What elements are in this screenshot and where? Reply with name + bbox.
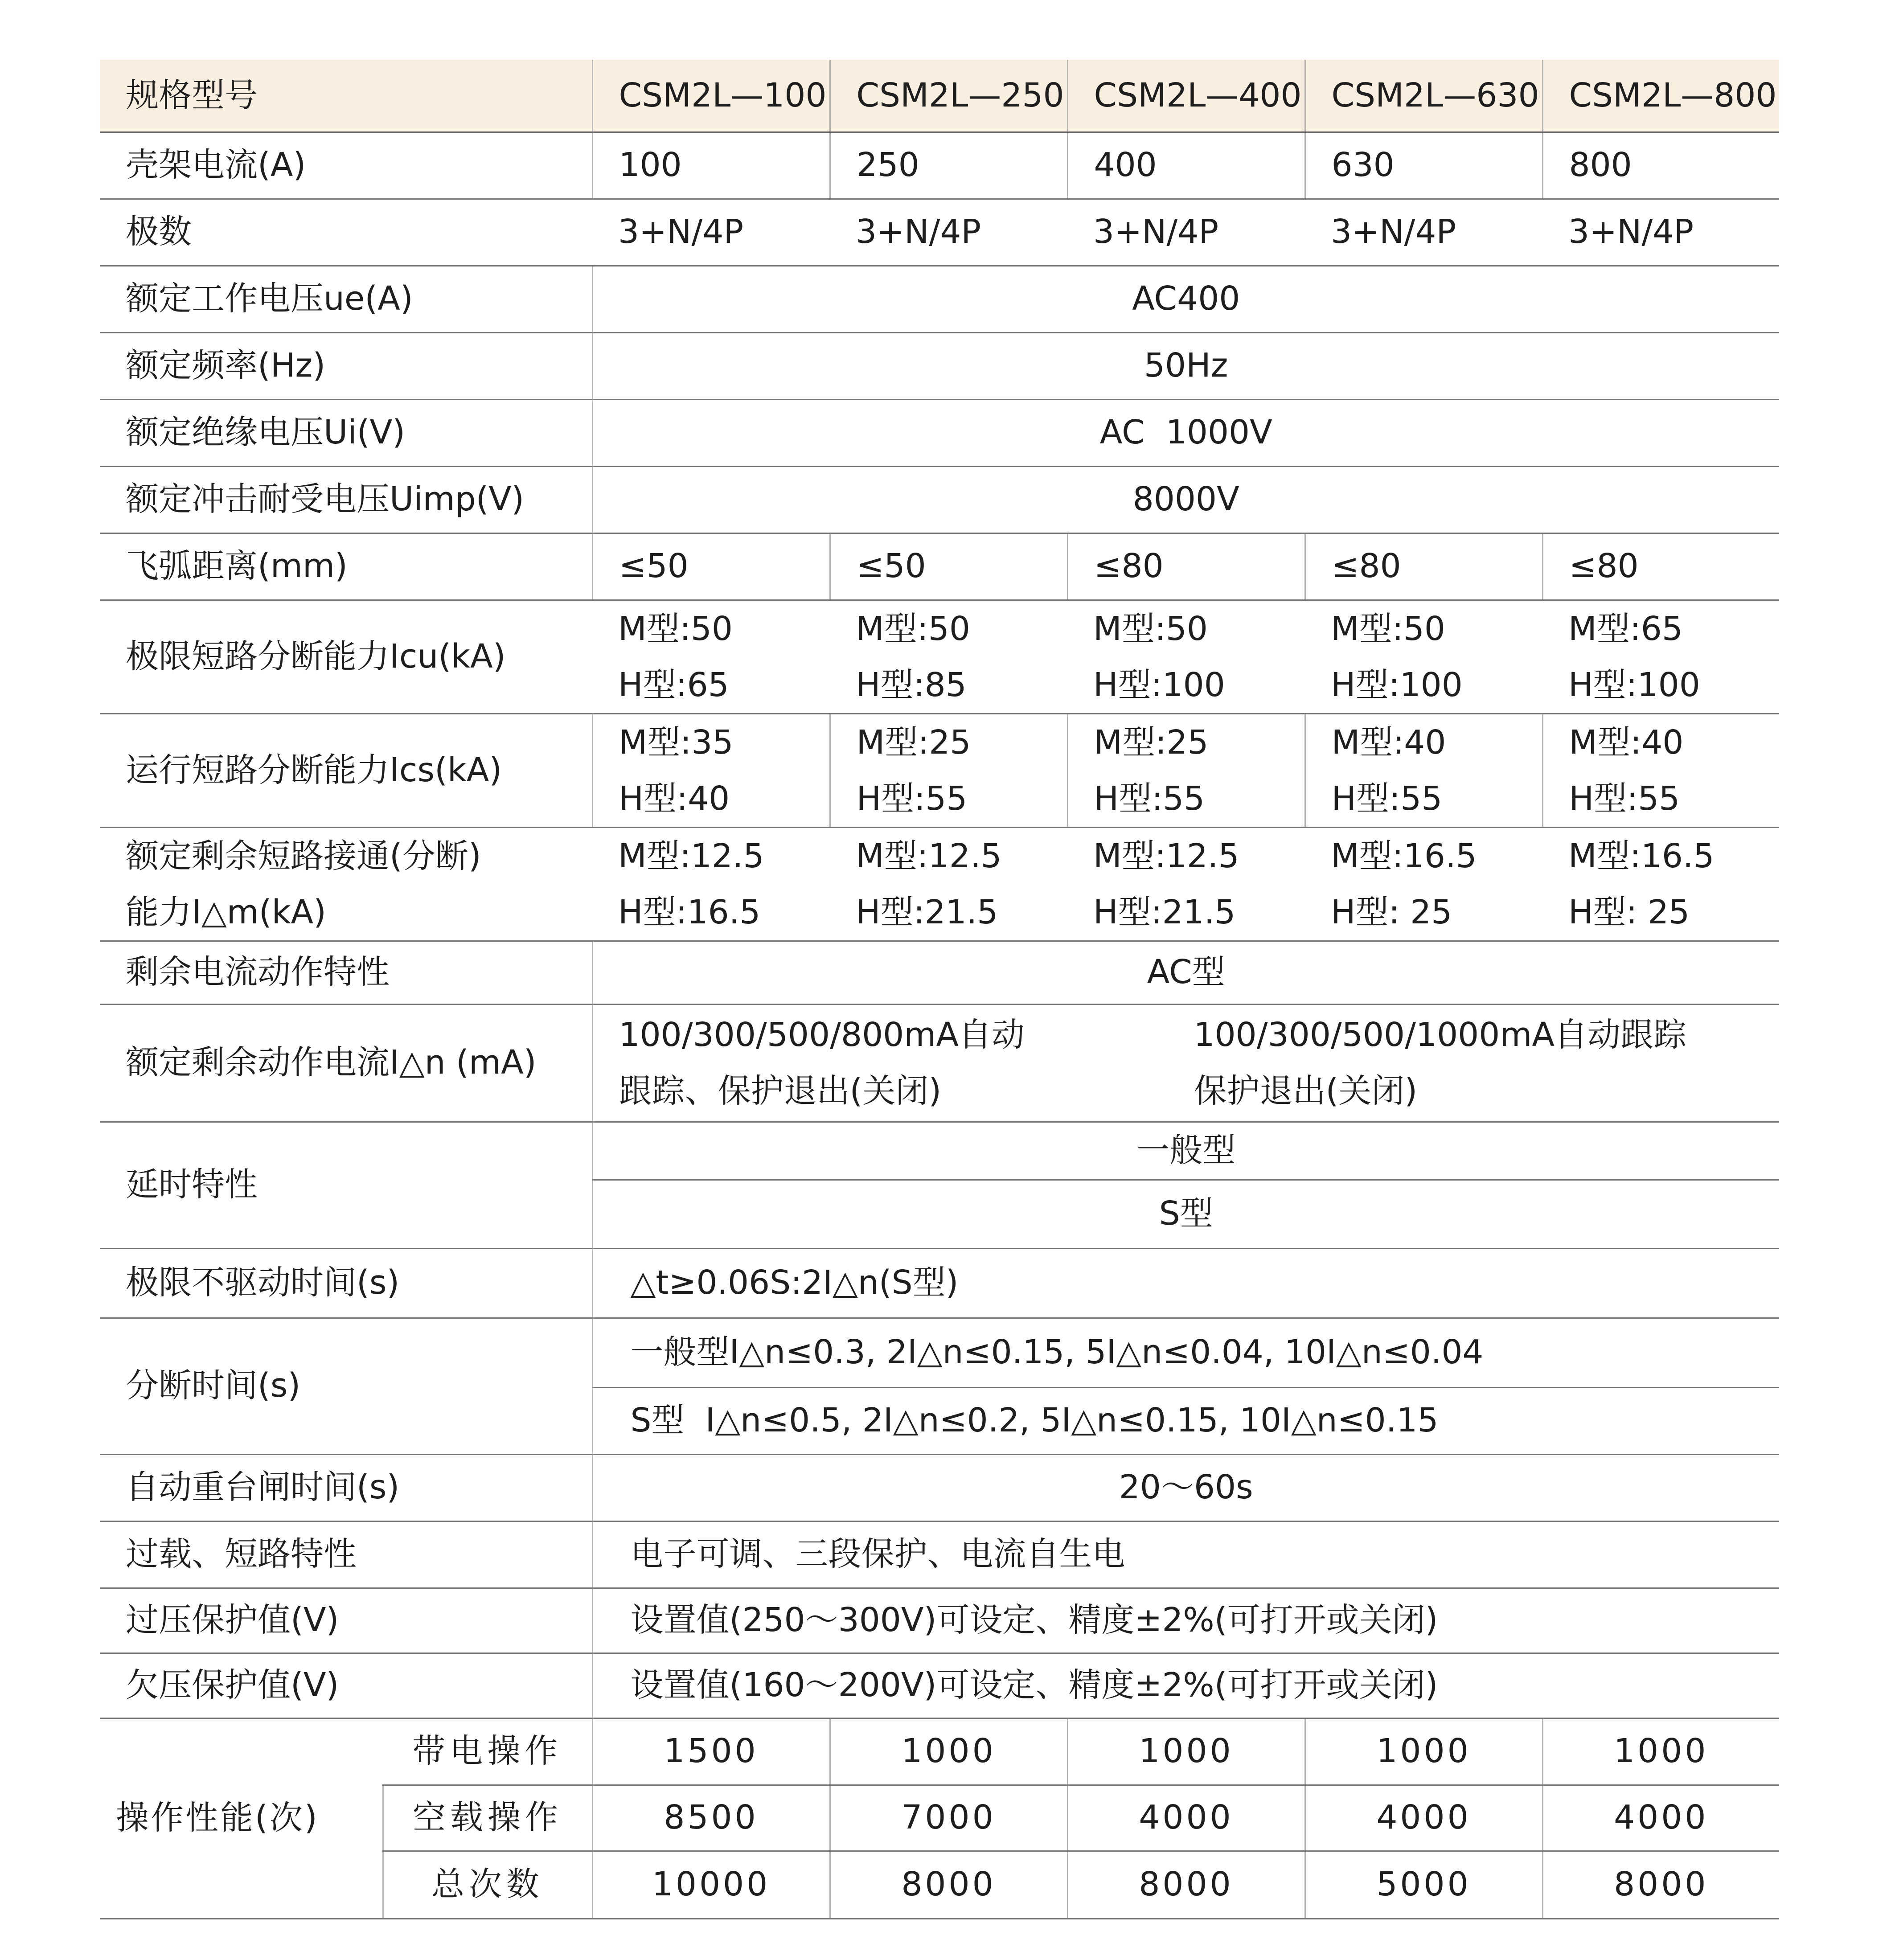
row-label: 额定绝缘电压Ui(V) [100,399,592,466]
residual-left-line1: 100/300/500/800mA自动 [619,1016,1025,1054]
cell: 1000 [1542,1718,1779,1785]
cell: AC型 [592,941,1779,1004]
cell-m: M型:40 [1331,723,1446,762]
cell: S型 I△n≤0.5, 2I△n≤0.2, 5I△n≤0.15, 10I△n≤0.15 [592,1387,1779,1454]
cell-h: H型:21.5 [1093,893,1236,931]
cell: ≤50 [592,533,830,600]
cell-h: H型:40 [619,779,730,818]
cell-h: H型: 25 [1331,893,1452,931]
cell-m: M型:50 [856,609,970,648]
cell: 8000V [592,466,1779,533]
cell-h: H型:100 [1093,665,1225,704]
cell: 20〜60s [592,1454,1779,1521]
spec-table [100,60,1779,1919]
row-icu [100,600,1779,713]
row-delay-1 [100,1122,1779,1180]
cell-h: H型:100 [1568,665,1700,704]
cell: 8000 [1067,1851,1305,1919]
cell: 400 [1067,132,1305,199]
row-arc-distance [100,533,1779,600]
cell-m: M型:50 [1093,609,1208,648]
cell-m: M型:35 [619,723,734,762]
cell-m: M型:40 [1569,723,1684,762]
row-ics [100,713,1779,827]
cell: 8000 [830,1851,1067,1919]
row-label: 延时特性 [100,1122,592,1248]
cell: 4000 [1067,1785,1305,1851]
cell: AC 1000V [592,399,1779,466]
cell-h: H型:55 [856,779,968,818]
header-label: 规格型号 [100,60,592,132]
row-rated-frequency [100,332,1779,399]
row-label: 极限不驱动时间(s) [100,1248,592,1318]
row-label: 运行短路分断能力Ics(kA) [100,713,592,827]
cell: 设置值(160〜200V)可设定、精度±2%(可打开或关闭) [592,1653,1779,1718]
row-label: 操作性能(次) [100,1718,383,1919]
cell-m: M型:25 [856,723,971,762]
cell-m: M型:50 [1331,609,1445,648]
row-label: 额定工作电压ue(A) [100,266,592,332]
row-label: 飞弧距离(mm) [100,533,592,600]
cell: 3+N/4P [1305,199,1542,266]
cell: 1000 [1067,1718,1305,1785]
row-poles [100,199,1779,266]
residual-right-line2: 保护退出(关闭) [1194,1072,1418,1110]
row-label: 自动重台闸时间(s) [100,1454,592,1521]
row-label: 过压保护值(V) [100,1588,592,1653]
row-label: 极限短路分断能力Icu(kA) [100,600,592,713]
row-label: 欠压保护值(V) [100,1653,592,1718]
cell-m: M型:50 [618,609,733,648]
row-operation-live [100,1718,1779,1785]
row-overvoltage [100,1588,1779,1653]
model-4: CSM2L—630 [1305,60,1542,132]
cell: 3+N/4P [1067,199,1305,266]
cell-h: H型:55 [1569,779,1680,818]
cell: 电子可调、三段保护、电流自生电 [592,1521,1779,1588]
cell: 10000 [592,1851,830,1919]
cell: 3+N/4P [592,199,830,266]
model-1: CSM2L—100 [592,60,830,132]
cell: 4000 [1542,1785,1779,1851]
model-5: CSM2L—800 [1542,60,1779,132]
cell: S型 [592,1180,1779,1248]
sub-label-no-load: 空载操作 [383,1785,592,1851]
cell: 3+N/4P [1542,199,1779,266]
cell-h: H型:55 [1331,779,1443,818]
cell: 100 [592,132,830,199]
cell-h: H型: 25 [1568,893,1690,931]
row-impulse-voltage [100,466,1779,533]
cell: 一般型I△n≤0.3, 2I△n≤0.15, 5I△n≤0.04, 10I△n≤0.04 [592,1318,1779,1387]
cell: ≤50 [830,533,1067,600]
row-rated-voltage [100,266,1779,332]
model-3: CSM2L—400 [1067,60,1305,132]
cell: 800 [1542,132,1779,199]
cell-m: M型:16.5 [1568,836,1715,875]
sub-label-live: 带电操作 [383,1718,592,1785]
row-label: 额定频率(Hz) [100,332,592,399]
cell: 5000 [1305,1851,1542,1919]
row-label: 极数 [100,199,592,266]
cell: 8500 [592,1785,830,1851]
cell: 设置值(250〜300V)可设定、精度±2%(可打开或关闭) [592,1588,1779,1653]
cell: 250 [830,132,1067,199]
cell: 8000 [1542,1851,1779,1919]
cell: 1500 [592,1718,830,1785]
sub-label-total: 总次数 [383,1851,592,1919]
cell: 50Hz [592,332,1779,399]
header-row [100,60,1779,132]
cell-m: M型:12.5 [856,836,1002,875]
row-overload [100,1521,1779,1588]
cell: ≤80 [1067,533,1305,600]
row-idm [100,827,1779,941]
row-residual-type [100,941,1779,1004]
cell: ≤80 [1305,533,1542,600]
row-label: 额定剩余动作电流I△n (mA) [100,1004,592,1122]
cell-m: M型:25 [1094,723,1209,762]
row-reclose-time [100,1454,1779,1521]
cell-h: H型:21.5 [856,893,998,931]
cell-h: H型:16.5 [618,893,761,931]
row-insulation-voltage [100,399,1779,466]
row-label-line2: 能力I△m(kA) [126,893,327,931]
cell-h: H型:65 [618,665,729,704]
row-residual-current [100,1004,1779,1122]
model-2: CSM2L—250 [830,60,1067,132]
cell: 1000 [830,1718,1067,1785]
row-undervoltage [100,1653,1779,1718]
residual-right-line1: 100/300/500/1000mA自动跟踪 [1194,1016,1687,1054]
cell: ≤80 [1542,533,1779,600]
cell: 一般型 [592,1122,1779,1180]
row-label: 过载、短路特性 [100,1521,592,1588]
cell: △t≥0.06S:2I△n(S型) [592,1248,1779,1318]
row-non-drive-time [100,1248,1779,1318]
row-label: 剩余电流动作特性 [100,941,592,1004]
cell: 4000 [1305,1785,1542,1851]
row-label-line1: 额定剩余短路接通(分断) [126,836,481,875]
cell-h: H型:85 [856,665,967,704]
cell: 1000 [1305,1718,1542,1785]
row-frame-current [100,132,1779,199]
cell: 7000 [830,1785,1067,1851]
cell-h: H型:100 [1331,665,1463,704]
cell-h: H型:55 [1094,779,1205,818]
cell: AC400 [592,266,1779,332]
cell-m: M型:12.5 [1093,836,1239,875]
cell-m: M型:16.5 [1331,836,1477,875]
cell-m: M型:12.5 [618,836,764,875]
cell: 630 [1305,132,1542,199]
cell-m: M型:65 [1568,609,1683,648]
row-label: 额定冲击耐受电压Uimp(V) [100,466,592,533]
row-label: 分断时间(s) [100,1318,592,1454]
residual-left-line2: 跟踪、保护退出(关闭) [619,1072,942,1110]
row-label: 壳架电流(A) [100,132,592,199]
row-break-time-1 [100,1318,1779,1387]
cell: 3+N/4P [830,199,1067,266]
